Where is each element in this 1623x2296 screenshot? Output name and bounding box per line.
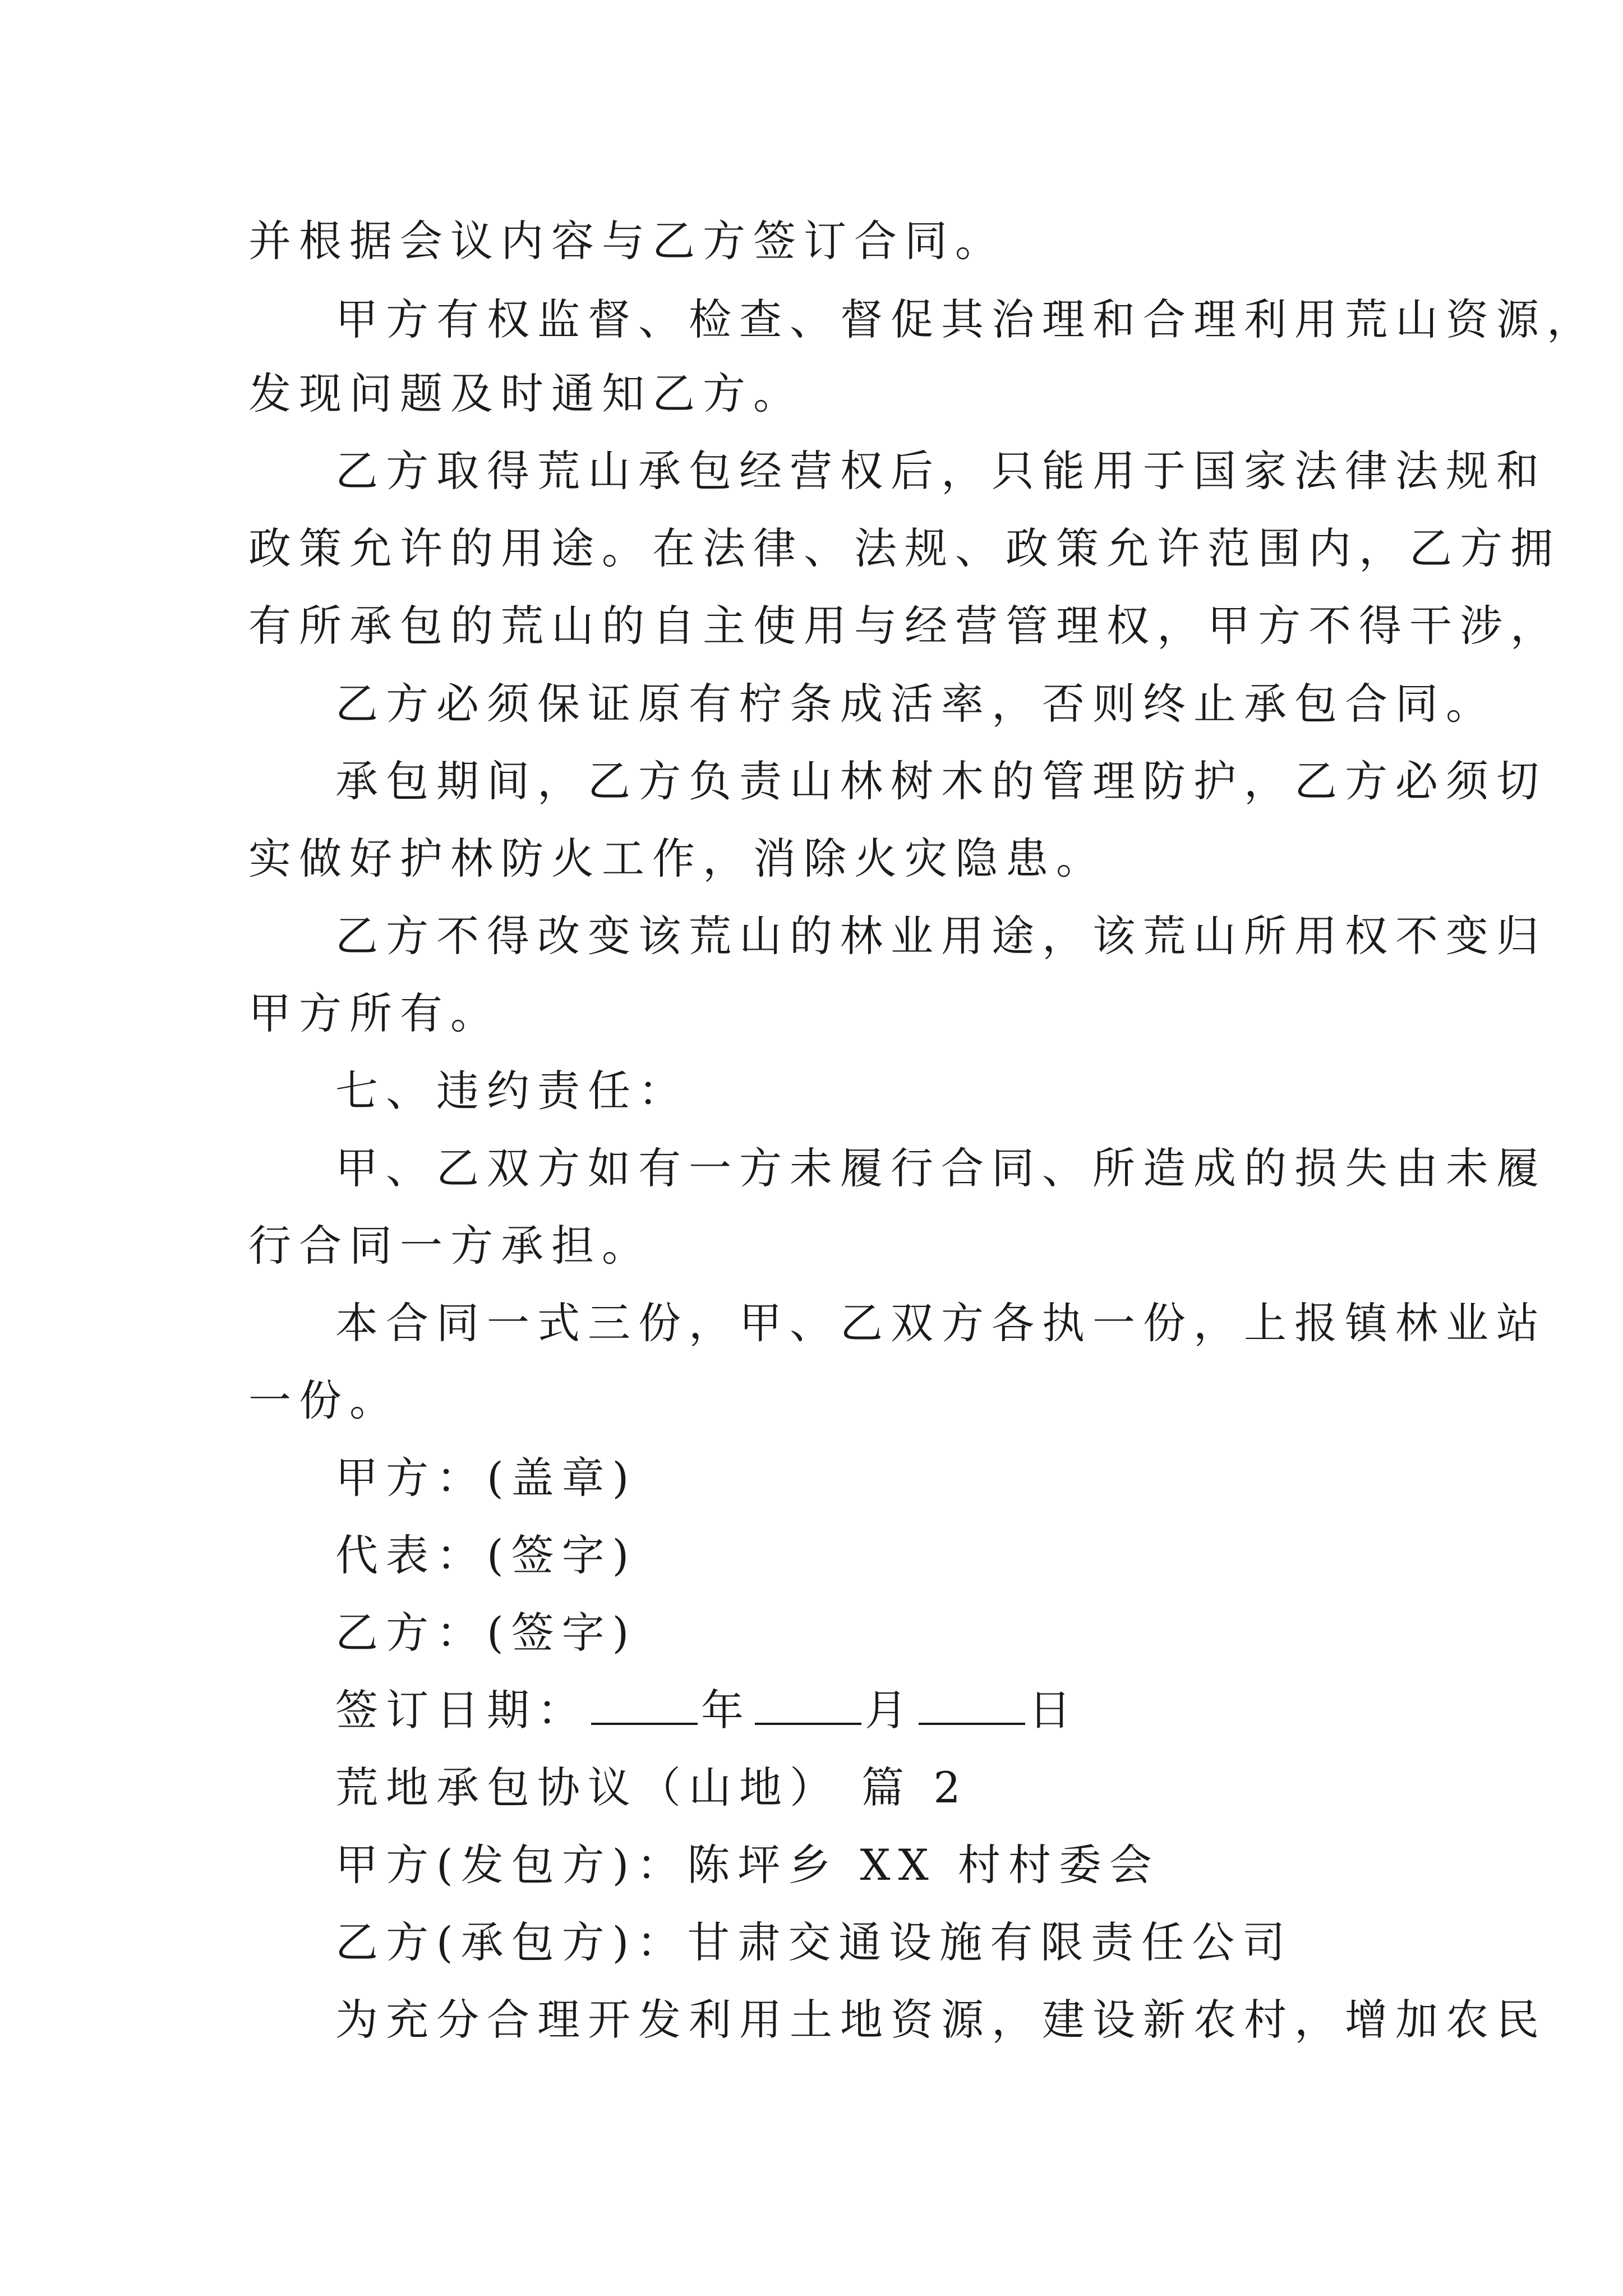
section2-title: 荒地承包协议（山地） 篇 2 <box>335 1763 969 1812</box>
text-line: 甲方所有。 <box>248 988 501 1038</box>
year-blank <box>591 1683 698 1725</box>
text-line: 乙方必须保证原有柠条成活率，否则终止承包合同。 <box>335 679 1496 729</box>
text-line: 并根据会议内容与乙方签订合同。 <box>248 216 1006 266</box>
text-line: 有所承包的荒山的自主使用与经营管理权，甲方不得干涉， <box>248 601 1561 651</box>
text-line: 甲、乙双方如有一方未履行合同、所造成的损失由未履 <box>335 1143 1547 1193</box>
signature-party-b: 乙方：(签字) <box>335 1608 637 1658</box>
signature-date <box>335 1682 1479 1738</box>
text-line: 一份。 <box>248 1375 400 1425</box>
text-line: 行合同一方承担。 <box>248 1221 652 1271</box>
text-line: 本合同一式三份，甲、乙双方各执一份，上报镇林业站 <box>335 1298 1547 1348</box>
month-blank <box>755 1683 861 1725</box>
text-line: 乙方不得改变该荒山的林业用途，该荒山所用权不变归 <box>335 911 1547 961</box>
year-label: 年 <box>701 1685 751 1735</box>
section-heading: 七、违约责任： <box>335 1066 689 1116</box>
text-line: 承包期间，乙方负责山林树木的管理防护，乙方必须切 <box>335 756 1547 806</box>
text-line: 实做好护林防火工作，消除火灾隐患。 <box>248 834 1106 884</box>
section2-intro: 为充分合理开发利用土地资源，建设新农村，增加农民 <box>335 1995 1547 2045</box>
day-blank <box>919 1683 1025 1725</box>
text-line: 甲方有权监督、检查、督促其治理和合理利用荒山资源， <box>335 295 1597 344</box>
section2-party-a: 甲方(发包方)：陈坪乡 XX 村村委会 <box>335 1840 1160 1890</box>
month-label: 月 <box>865 1685 915 1735</box>
date-label: 签订日期： <box>335 1685 588 1735</box>
section2-party-b: 乙方(承包方)：甘肃交通设施有限责任公司 <box>335 1917 1293 1967</box>
signature-party-a: 甲方：(盖章) <box>335 1453 637 1503</box>
text-line: 政策允许的用途。在法律、法规、政策允许范围内，乙方拥 <box>248 523 1561 573</box>
text-line: 发现问题及时通知乙方。 <box>248 369 804 418</box>
day-label: 日 <box>1029 1685 1079 1735</box>
text-line: 乙方取得荒山承包经营权后，只能用于国家法律法规和 <box>335 446 1547 496</box>
signature-representative: 代表：(签字) <box>335 1530 637 1580</box>
